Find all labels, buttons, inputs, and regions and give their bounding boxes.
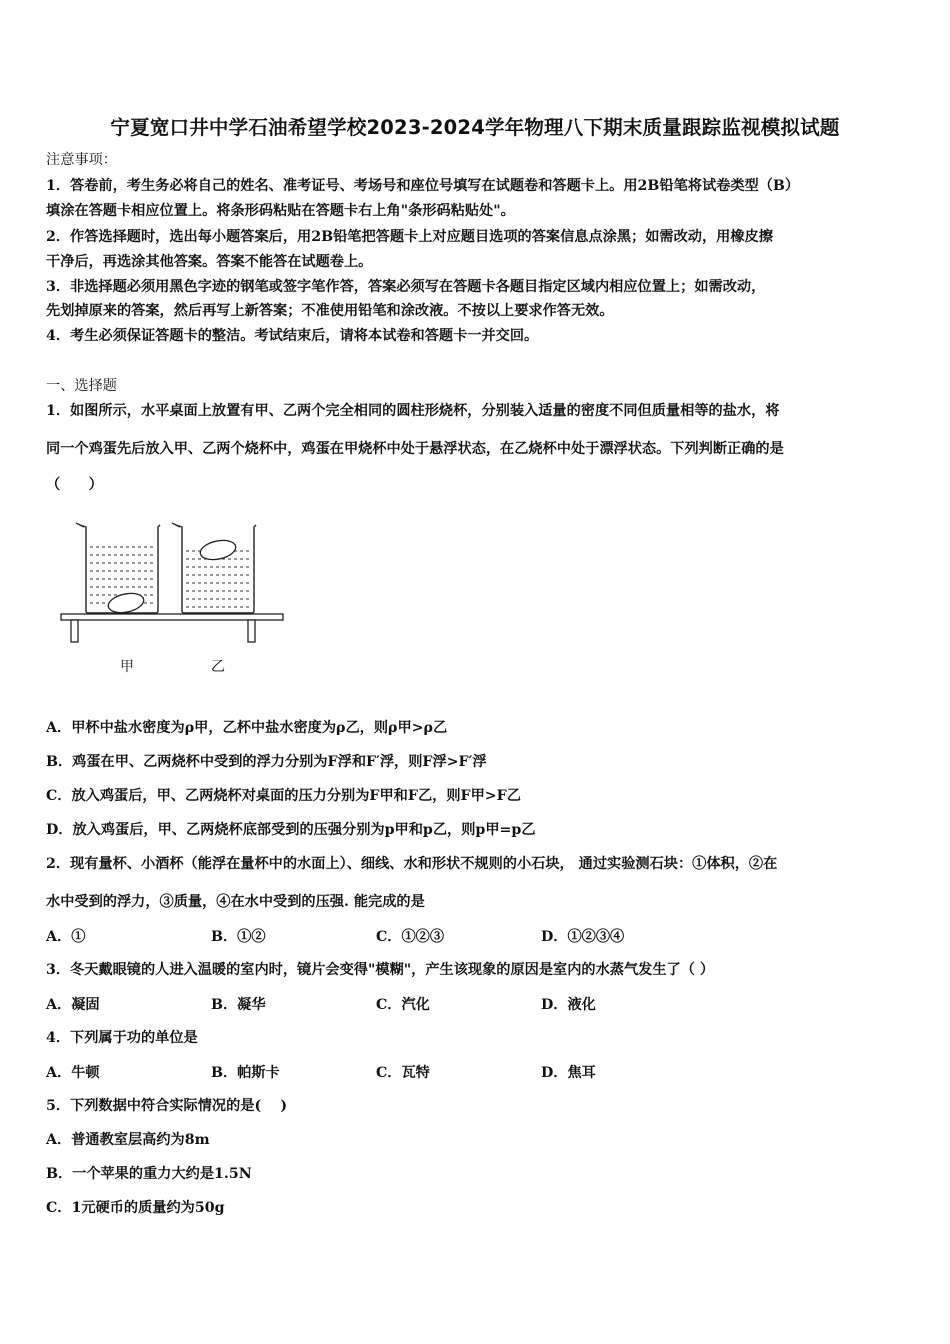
notice-line: 2．作答选择题时，选出每小题答案后，用2B铅笔把答题卡上对应题目选项的答案信息点涂黑；如需改动，用橡皮擦 bbox=[46, 229, 773, 245]
q1-stem: （ ） bbox=[46, 477, 103, 493]
beaker-yi bbox=[172, 523, 256, 613]
notice-line: 填涂在答题卡相应位置上。将条形码粘贴在答题卡右上角"条形码粘贴处"。 bbox=[46, 203, 515, 219]
q3-options bbox=[46, 994, 916, 1014]
notice-heading: 注意事项： bbox=[46, 152, 117, 168]
notice-line: 1．答卷前，考生务必将自己的姓名、准考证号、考场号和座位号填写在试题卷和答题卡上。用2B铅笔将试卷类型（B） bbox=[46, 178, 800, 194]
q5-option-b: B．一个苹果的重力大约是1.5N bbox=[46, 1166, 252, 1182]
q3-stem: 3．冬天戴眼镜的人进入温暖的室内时，镜片会变得"模糊"，产生该现象的原因是室内的水蒸气发生了（ ） bbox=[46, 962, 715, 978]
q3-option-d: D．液化 bbox=[541, 997, 596, 1013]
q4-option-c: C．瓦特 bbox=[376, 1065, 430, 1081]
notice-line: 先划掉原来的答案，然后再写上新答案；不准使用铅笔和涂改液。不按以上要求作答无效。 bbox=[46, 303, 614, 319]
q2-options bbox=[46, 926, 916, 946]
page-title: 宁夏宽口井中学石油希望学校2023-2024学年物理八下期末质量跟踪监视模拟试题 bbox=[110, 116, 840, 139]
q3-option-b: B．凝华 bbox=[211, 997, 266, 1013]
q2-option-d: D．①②③④ bbox=[541, 929, 625, 945]
q2-stem: 2．现有量杯、小酒杯（能浮在量杯中的水面上）、细线、水和形状不规则的小石块， 通过实验测石块：①体积，②在 bbox=[46, 856, 778, 872]
beakers-figure bbox=[58, 515, 288, 675]
q3-option-c: C．汽化 bbox=[376, 997, 430, 1013]
q4-option-a: A．牛顿 bbox=[46, 1065, 100, 1081]
q1-option-a: A．甲杯中盐水密度为ρ甲，乙杯中盐水密度为ρ乙，则ρ甲>ρ乙 bbox=[46, 720, 448, 736]
table bbox=[61, 614, 283, 642]
q1-stem: 1．如图所示，水平桌面上放置有甲、乙两个完全相同的圆柱形烧杯，分别装入适量的密度不同但质量相等的盐水，将 bbox=[46, 403, 780, 419]
q2-option-b: B．①② bbox=[211, 929, 266, 945]
q4-option-b: B．帕斯卡 bbox=[211, 1065, 280, 1081]
q2-option-a: A．① bbox=[46, 929, 86, 945]
q5-stem: 5．下列数据中符合实际情况的是( ) bbox=[46, 1098, 288, 1114]
notice-line: 干净后，再选涂其他答案。答案不能答在试题卷上。 bbox=[46, 254, 373, 270]
q4-option-d: D．焦耳 bbox=[541, 1065, 596, 1081]
q4-options bbox=[46, 1062, 916, 1082]
q1-stem: 同一个鸡蛋先后放入甲、乙两个烧杯中，鸡蛋在甲烧杯中处于悬浮状态，在乙烧杯中处于漂浮状态。下列判断正确的是 bbox=[46, 441, 784, 457]
egg-jia bbox=[107, 590, 146, 615]
q3-option-a: A．凝固 bbox=[46, 997, 100, 1013]
q2-stem: 水中受到的浮力，③质量，④在水中受到的压强. 能完成的是 bbox=[46, 894, 425, 910]
section-heading: 一、选择题 bbox=[46, 378, 117, 394]
q1-option-b: B．鸡蛋在甲、乙两烧杯中受到的浮力分别为F浮和F′浮，则F浮>F′浮 bbox=[46, 754, 487, 770]
figure-label-jia: 甲 bbox=[120, 659, 134, 675]
notice-line: 3．非选择题必须用黑色字迹的钢笔或签字笔作答，答案必须写在答题卡各题目指定区域内相应位置上；如需改动， bbox=[46, 279, 766, 295]
figure-label-yi: 乙 bbox=[211, 659, 225, 675]
q4-stem: 4．下列属于功的单位是 bbox=[46, 1030, 198, 1046]
q1-option-c: C．放入鸡蛋后，甲、乙两烧杯对桌面的压力分别为F甲和F乙，则F甲>F乙 bbox=[46, 788, 521, 804]
q1-option-d: D．放入鸡蛋后，甲、乙两烧杯底部受到的压强分别为p甲和p乙，则p甲=p乙 bbox=[46, 822, 536, 838]
q2-option-c: C．①②③ bbox=[376, 929, 445, 945]
notice-line: 4．考生必须保证答题卡的整洁。考试结束后，请将本试卷和答题卡一并交回。 bbox=[46, 328, 539, 344]
q5-option-c: C．1元硬币的质量约为50g bbox=[46, 1200, 225, 1216]
q5-option-a: A．普通教室层高约为8m bbox=[46, 1132, 210, 1148]
